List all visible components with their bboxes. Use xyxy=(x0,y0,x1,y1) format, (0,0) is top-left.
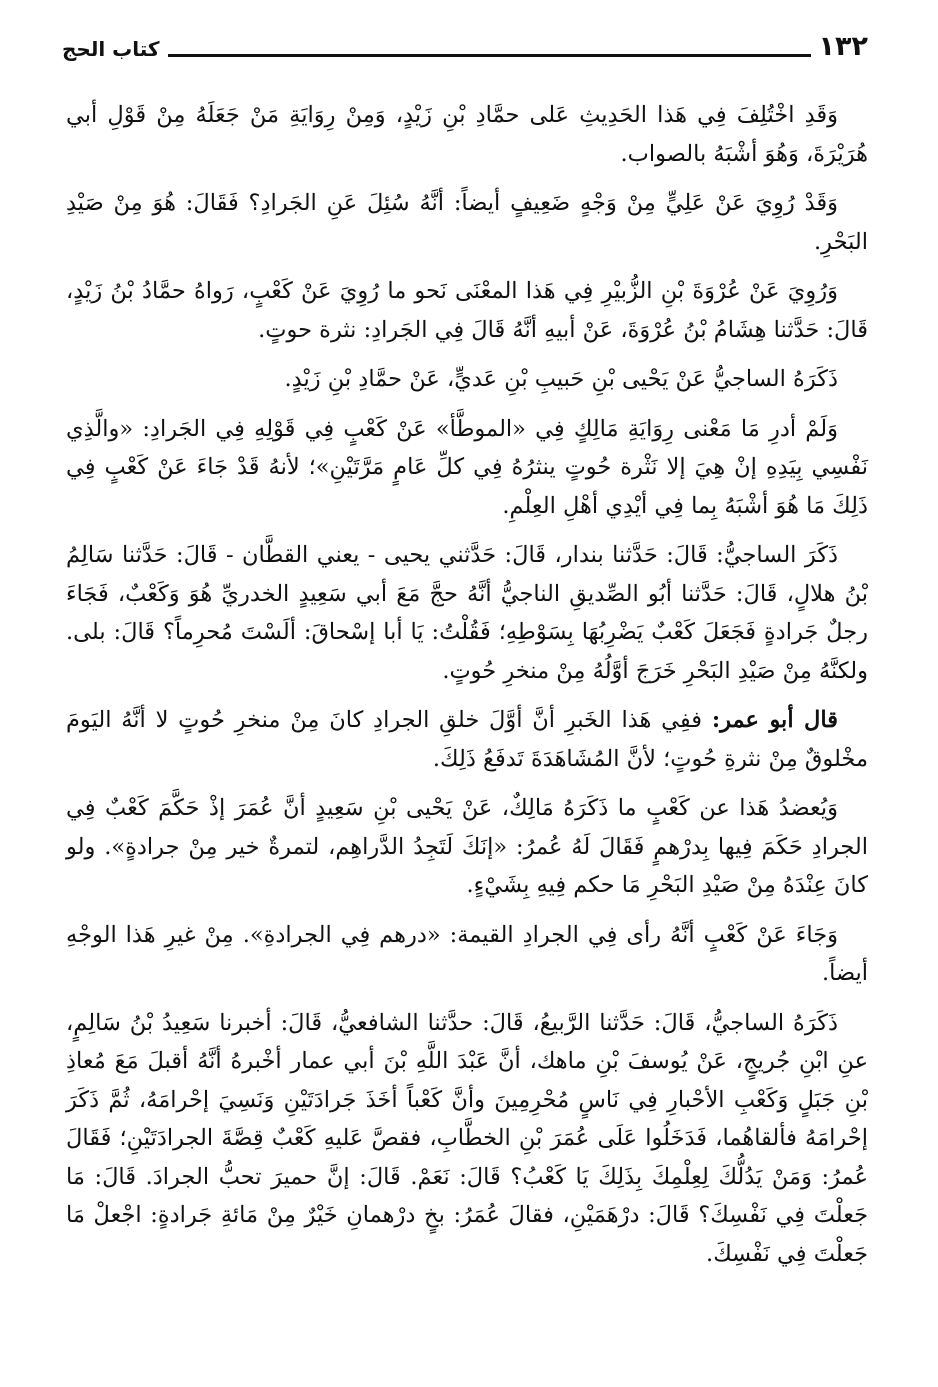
paragraph-text: ذَكَرَهُ الساجيُّ، قَالَ: حَدَّثنا الرَّبيعُ، قَالَ: حدَّثنا الشافعيُّ، قَالَ: أخبرنا سَعِيدُ بْنُ سَالِمٍ، عنِ ابْنِ جُريجٍ، عَنْ يُوسفَ بْنِ ماهك، أنَّ عَبْدَ اللَّهِ بْنَ أبي عمار أخْبرهُ أنَّهُ أقبلَ مَعَ مُعاذِ بْنِ جَبَلٍ وَكَعْبِ الأحْبارِ فِي نَاسٍ مُحْرِمِينَ وأنَّ كَعْباً أخَذَ جَرادَتَيْنِ وَنَسِيَ إحْرامَهُ، ثُمَّ ذَكَرَ إحْرامَهُ فألقاهُما، فَدَخَلُوا عَلَى عُمَرَ بْنِ الخطَّابِ، فقصَّ عَليهِ كَعْبٌ قِصَّةَ الجرادَتَيْنِ؛ فَقَالَ عُمرُ: وَمَنْ يَدُلُّكَ لِعِلْمِكَ بِذَلِكَ يَا كَعْبُ؟ قَالَ: نَعَمْ. قَالَ: إنَّ حميرَ تحبُّ الجرادَ. قَالَ: مَا جَعلْتَ فِي نَفْسِكَ؟ قَالَ: درْهَمَيْنِ، فقالَ عُمَرُ: بخٍ درْهمانِ خَيْرٌ مِنْ مَائةِ جَرادةٍ: اجْعلْ مَا جَعلْتَ فِي نَفْسِكَ. xyxy=(66,1009,868,1267)
paragraph xyxy=(66,916,868,993)
paragraph-text: ففِي هَذا الخَبرِ أنَّ أوَّلَ خلقِ الجرادِ كانَ مِنْ منخرِ حُوتٍ لا أنَّهُ اليَومَ مخْلوقٌ مِنْ نثرةِ حُوتٍ؛ لأنَّ المُشَاهَدَةَ تَدفَعُ ذَلِكَ. xyxy=(66,707,868,772)
paragraph-text: وَلَمْ أدرِ مَا مَعْنى رِوَايَةِ مَالِكٍ فِي «الموطَّأ» عَنْ كَعْبٍ فِي قَوْلِهِ فِي الجَرادِ: «والَّذِي نَفْسِي بِيَدِهِ إنْ هِيَ إلا نَثْرة حُوتٍ ينثرُهُ فِي كلِّ عَامٍ مَرَّتَيْنِ»؛ لأنهُ قَدْ جَاءَ عَنْ كَعْبٍ فِي ذَلِكَ مَا هُوَ أشْبَهُ بِما فِي أيْدِي أهْلِ العِلْمِ. xyxy=(66,415,868,519)
paragraph xyxy=(66,536,868,690)
paragraph xyxy=(66,410,868,526)
paragraph-text: وَيُعضدُ هَذا عن كَعْبٍ ما ذَكَرَهُ مَالِكٌ، عَنْ يَحْيى بْنِ سَعِيدٍ أنَّ عُمَرَ إذْ حَكَّمَ كَعْبٌ فِي الجرادِ حَكَمَ فِيها بِدرْهمٍ فَقَالَ لَهُ عُمرُ: «إنَكَ لَتَجِدُ الدَّراهِم، لتمرةٌ خير مِنْ جرادةٍ». ولو كانَ عِنْدَهُ مِنْ صَيْدِ البَحْرِ مَا حكم فِيهِ بِشَيْءٍ. xyxy=(66,795,868,898)
paragraph xyxy=(66,789,868,905)
paragraph-text: ذَكَرَهُ الساجيُّ عَنْ يَحْيى بْنِ حَبيبِ بْنِ عَديٍّ، عَنْ حمَّادِ بْنِ زَيْدٍ. xyxy=(284,366,838,392)
header-rule xyxy=(168,54,811,57)
paragraph-text: وَقَدِ اخْتُلِفَ فِي هَذا الحَدِيثِ عَلى حمَّادِ بْنِ زَيْدٍ، وَمِنْ رِوَايَةِ مَنْ جَعَلَهُ مِنْ قَوْلِ أبي هُرَيْرَةَ، وَهُوَ أشْبَهُ بالصواب. xyxy=(66,102,868,167)
page-header xyxy=(62,26,868,62)
paragraph xyxy=(66,360,868,399)
paragraph xyxy=(66,701,868,778)
page-body xyxy=(66,96,868,1273)
paragraph xyxy=(66,272,868,349)
paragraph xyxy=(66,184,868,261)
paragraph-text: وَرُوِيَ عَنْ عُرْوَةَ بْنِ الزُّبيْرِ فِي هَذا المعْنَى نَحو ما رُوِيَ عَنْ كَعْبٍ، رَواهُ حمَّادُ بْنُ زَيْدٍ، قَالَ: حَدَّثنا هِشَامُ بْنُ عُرْوَةَ، عَنْ أبيهِ أنَّهُ قَالَ فِي الجَرادِ: نثرة حوتٍ. xyxy=(66,278,868,343)
paragraph xyxy=(66,1004,868,1274)
paragraph-lead: قال أبو عمر: xyxy=(711,707,838,733)
paragraph-text: وَقَدْ رُوِيَ عَنْ عَلِيٍّ مِنْ وَجْهٍ ضَعِيفٍ أيضاً: أنَّهُ سُئِلَ عَنِ الجَرادِ؟ فَقَالَ: هُوَ مِنْ صَيْدِ البَحْرِ. xyxy=(66,190,868,255)
paragraph xyxy=(66,96,868,173)
paragraph-text: ذَكَرَ الساجيُّ: قَالَ: حَدَّثنا بندار، قَالَ: حَدَّثني يحيى - يعني القطَّان - قَالَ: حَدَّثنا سَالِمُ بْنُ هلالٍ، قَالَ: حَدَّثنا أبُو الصِّديقِ الناجيُّ أنَّهُ حجَّ مَعَ أبي سَعِيدٍ الخدريِّ هُوَ وَكَعْبٌ، فَجَاءَ رجلٌ جَرادةٍ فَجَعَلَ كَعْبٌ يَضْرِبُهَا بِسَوْطِهِ؛ فَقُلْتُ: يَا أبا إسْحاقَ: ألَسْتَ مُحرِماً؟ قَالَ: بلى. ولكنَّهُ مِنْ صَيْدِ البَحْرِ خَرَجَ أوَّلُهُ مِنْ منخرِ حُوتٍ. xyxy=(66,542,868,684)
page-number: ١٣٢ xyxy=(818,31,868,62)
running-title: كتاب الحج xyxy=(62,37,160,61)
paragraph-text: وَجَاءَ عَنْ كَعْبٍ أنَّهُ رأى فِي الجرادِ القيمة: «درهم فِي الجرادةِ». مِنْ غيرِ هَذا الوجْهِ أيضاً. xyxy=(66,921,868,986)
